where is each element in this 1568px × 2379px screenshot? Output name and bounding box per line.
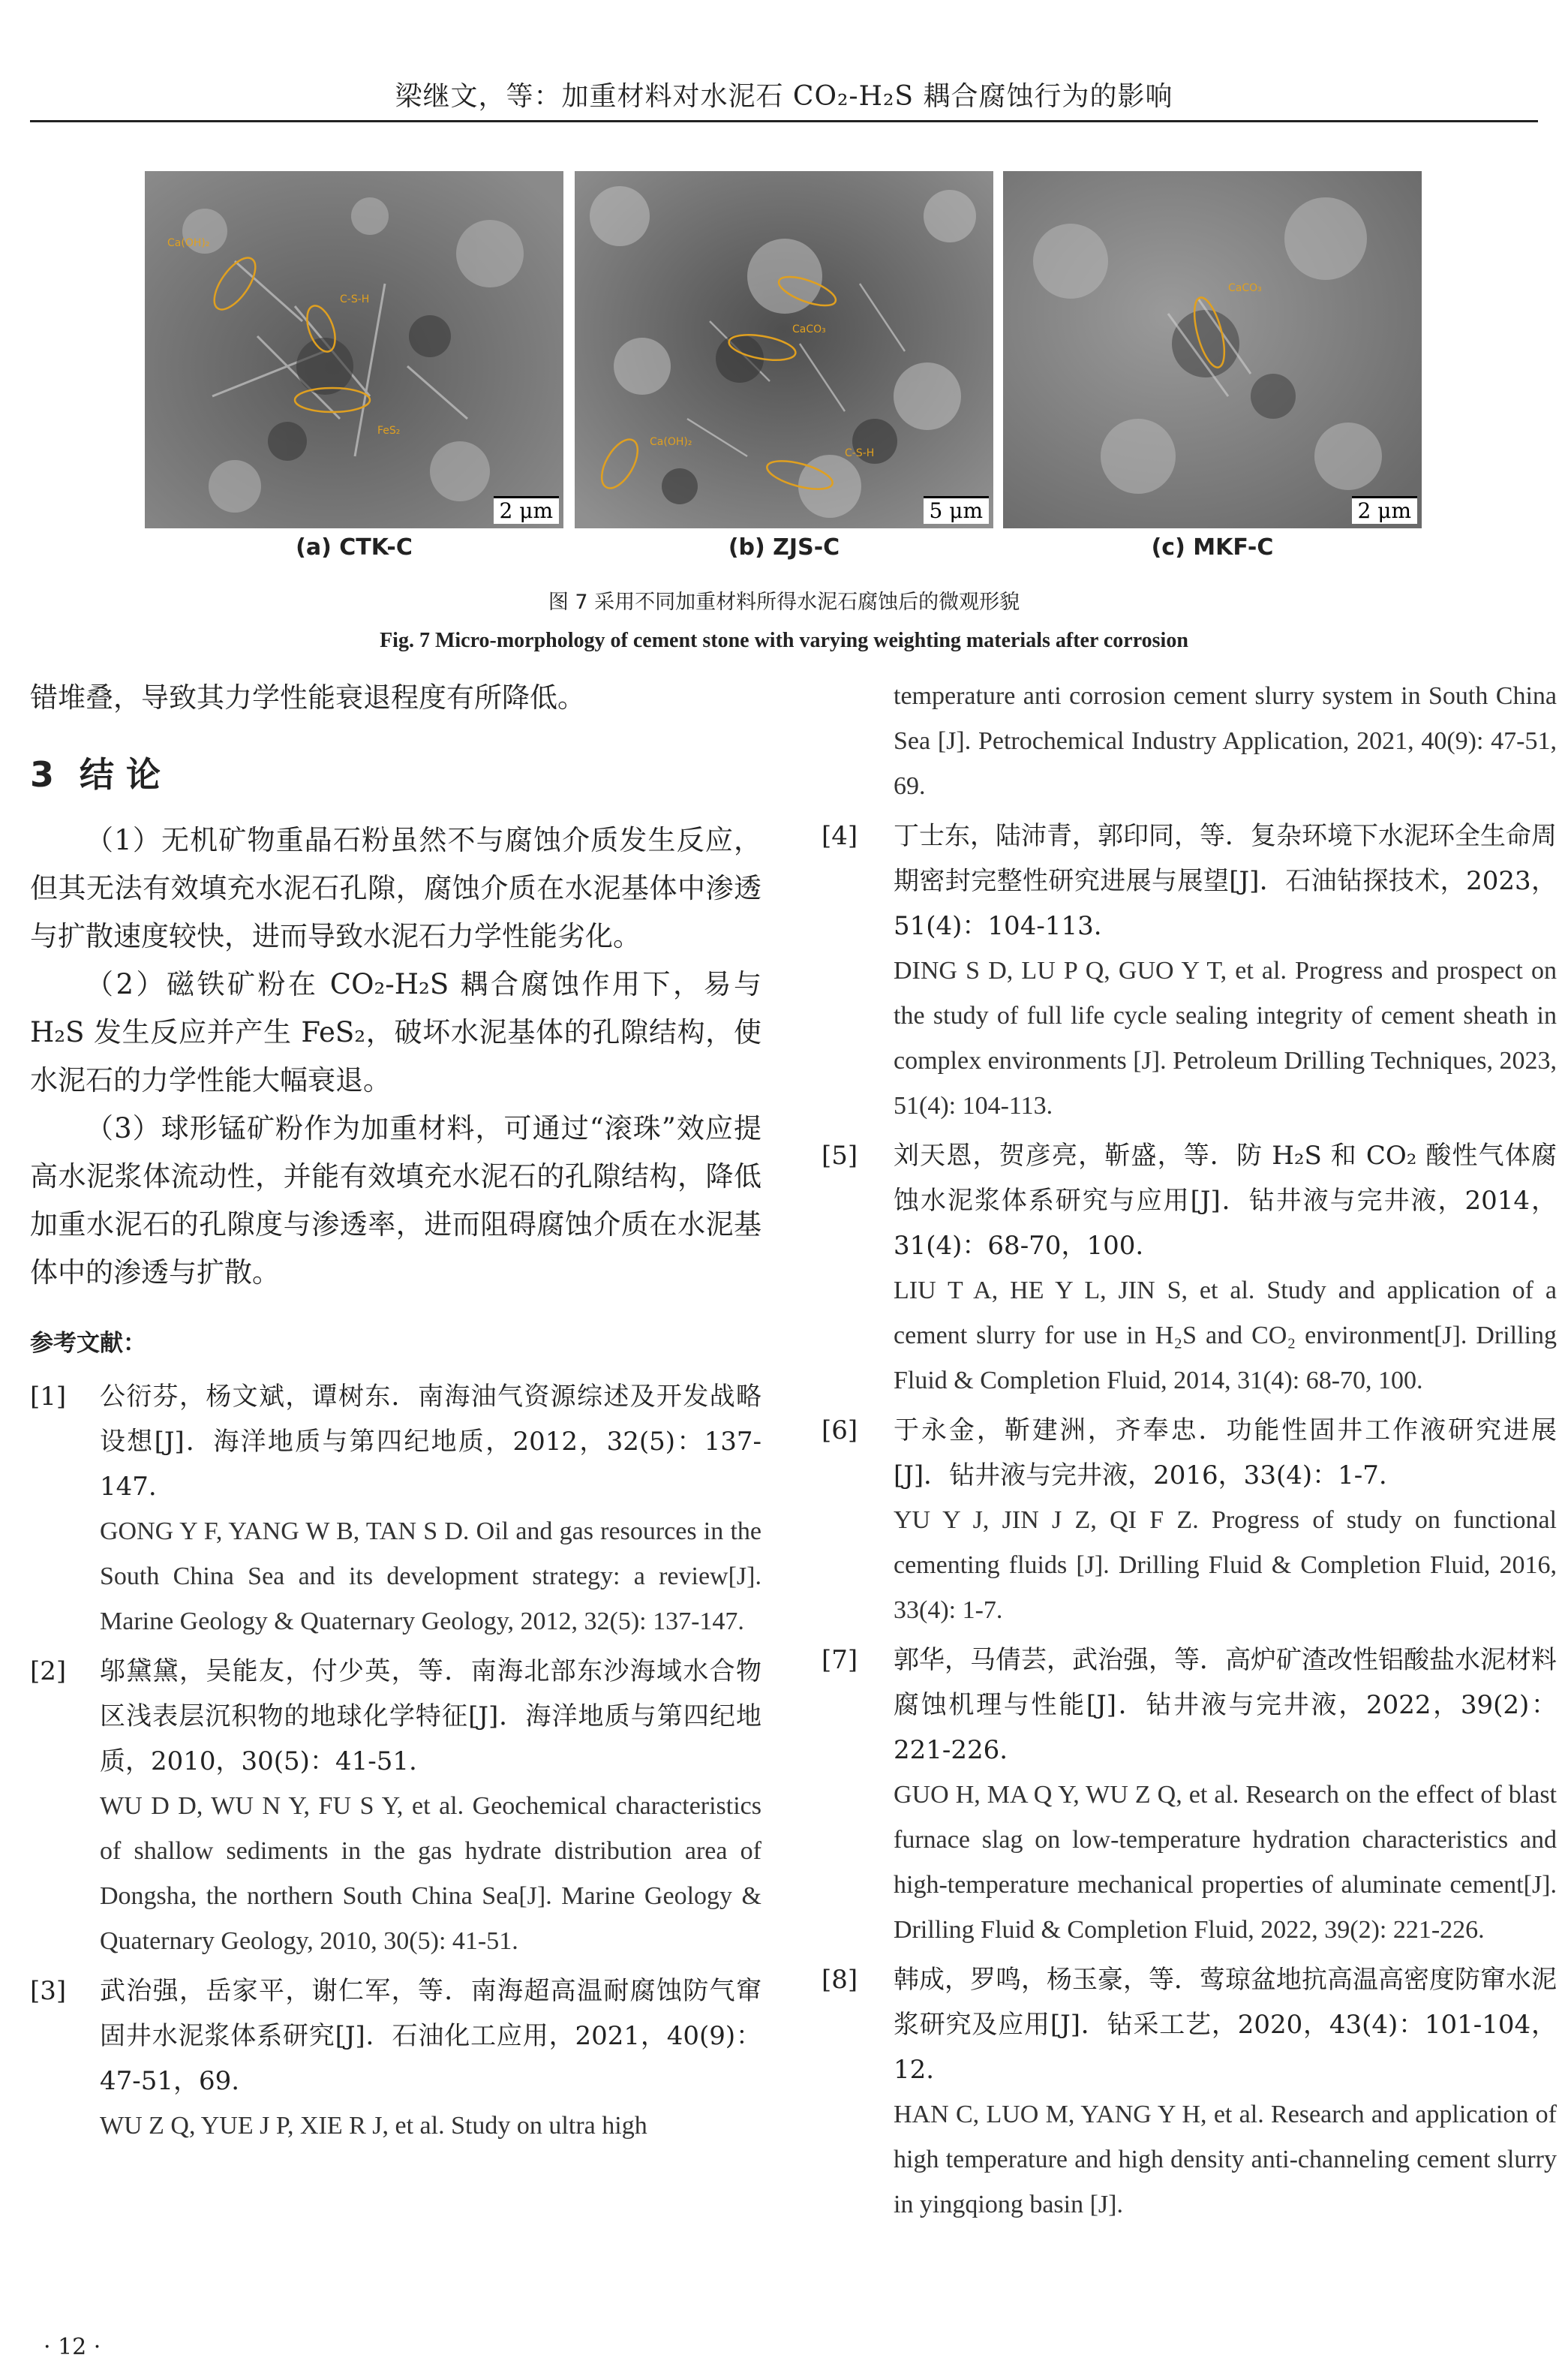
annotation-a-1: Ca(OH)₂ bbox=[167, 237, 210, 249]
reference-en: GUO H, MA Q Y, WU Z Q, et al. Research on the effect of blast furnace slag on low-temperature hydration characteristics and high-temperature mechanical properties of aluminate cement[J]. Drilling Fluid & Completion Fluid, 2022, 39(2): 221-226. bbox=[894, 1781, 1557, 1944]
annotation-b-3: C-S-H bbox=[845, 447, 875, 459]
section-title: 结 论 bbox=[80, 754, 161, 795]
reference-number: [7] bbox=[822, 1645, 858, 1675]
reference-number: [1] bbox=[30, 1382, 67, 1412]
panel-label-a: (a) CTK-C bbox=[296, 534, 413, 561]
annotation-a-2: C-S-H bbox=[340, 293, 370, 305]
reference-cn: 刘天恩，贺彦亮，靳盛，等．防 H₂S 和 CO₂ 酸性气体腐蚀水泥浆体系研究与应用[J]．钻井液与完井液，2014，31(4)：68-70，100. bbox=[894, 1141, 1557, 1261]
reference-number: [8] bbox=[822, 1965, 858, 1995]
reference-cn: 郭华，马倩芸，武治强，等．高炉矿渣改性铝酸盐水泥材料腐蚀机理与性能[J]．钻井液与完井液，2022，39(2)：221-226. bbox=[894, 1645, 1557, 1765]
annotation-a-3: FeS₂ bbox=[377, 425, 401, 437]
reference-number: [6] bbox=[822, 1415, 858, 1445]
reference-en: HAN C, LUO M, YANG Y H, et al. Research and application of high temperature and high density anti-channeling cement slurry in yingqiong basin [J]. bbox=[894, 2101, 1557, 2218]
annotation-b-1: CaCO₃ bbox=[792, 323, 826, 335]
reference-item bbox=[822, 1408, 1557, 1633]
right-column bbox=[822, 674, 1557, 2232]
conclusion-3: （3）球形锰矿粉作为加重材料，可通过“滚珠”效应提高水泥浆体流动性，并能有效填充水泥石的孔隙结构，降低加重水泥石的孔隙度与渗透率，进而阻碍腐蚀介质在水泥基体中的渗透与扩散。 bbox=[30, 1112, 761, 1289]
reference-en: DING S D, LU P Q, GUO Y T, et al. Progress and prospect on the study of full life cycle sealing integrity of cement sheath in complex environments [J]. Petroleum Drilling Techniques, 2023, 51(4): 104-113. bbox=[894, 957, 1557, 1120]
reference-continuation bbox=[822, 674, 1557, 809]
scale-bar-b: 5 μm bbox=[924, 496, 989, 524]
reference-number: [4] bbox=[822, 821, 858, 851]
reference-en: LIU T A, HE Y L, JIN S, et al. Study and application of a cement slurry for use in H₂S and CO₂ environment[J]. Drilling Fluid & Completion Fluid, 2014, 31(4): 68-70, 100. bbox=[894, 1277, 1557, 1394]
reference-en: WU Z Q, YUE J P, XIE R J, et al. Study on ultra high bbox=[100, 2112, 647, 2140]
reference-cn: 韩成，罗鸣，杨玉豪，等．莺琼盆地抗高温高密度防窜水泥浆研究及应用[J]．钻采工艺，2020，43(4)：101-104，12. bbox=[894, 1965, 1557, 2085]
reference-number: [2] bbox=[30, 1656, 67, 1686]
annotation-b-2: Ca(OH)₂ bbox=[650, 436, 692, 448]
scale-bar-c: 2 μm bbox=[1352, 496, 1417, 524]
sem-image-a bbox=[145, 171, 563, 528]
reference-en: YU Y J, JIN J Z, QI F Z. Progress of study on functional cementing fluids [J]. Drilling Fluid & Completion Fluid, 2016, 33(4): 1-7. bbox=[894, 1506, 1557, 1624]
sem-image-c bbox=[1003, 171, 1422, 528]
left-column bbox=[30, 674, 761, 2153]
reference-en: temperature anti corrosion cement slurry system in South China Sea [J]. Petrochemical Industry Application, 2021, 40(9): 47-51, 69. bbox=[894, 682, 1557, 800]
sem-image-b bbox=[575, 171, 993, 528]
reference-item bbox=[822, 1638, 1557, 1953]
references-heading: 参考文献： bbox=[30, 1330, 146, 1357]
scale-bar-a: 2 μm bbox=[494, 496, 559, 524]
annotation-c-1: CaCO₃ bbox=[1228, 282, 1262, 294]
section-number: 3 bbox=[30, 754, 55, 795]
conclusion-1: （1）无机矿物重晶石粉虽然不与腐蚀介质发生反应，但其无法有效填充水泥石孔隙，腐蚀介质在水泥基体中渗透与扩散速度较快，进而导致水泥石力学性能劣化。 bbox=[30, 824, 761, 952]
reference-cn: 公衍芬，杨文斌，谭树东．南海油气资源综述及开发战略设想[J]．海洋地质与第四纪地质，2012，32(5)：137-147. bbox=[100, 1382, 761, 1502]
reference-item bbox=[822, 1957, 1557, 2227]
continuation-text: 错堆叠，导致其力学性能衰退程度有所降低。 bbox=[30, 681, 585, 714]
reference-item bbox=[30, 1968, 761, 2149]
panel-label-c: (c) MKF-C bbox=[1151, 534, 1274, 561]
conclusion-2: （2）磁铁矿粉在 CO₂-H₂S 耦合腐蚀作用下，易与 H₂S 发生反应并产生 FeS₂，破坏水泥基体的孔隙结构，使水泥石的力学性能大幅衰退。 bbox=[30, 968, 761, 1096]
reference-en: WU D D, WU N Y, FU S Y, et al. Geochemical characteristics of shallow sediments in the gas hydrate distribution area of Dongsha, the northern South China Sea[J]. Marine Geology & Quaternary Geology, 2010, 30(5): 41-51. bbox=[100, 1792, 761, 1955]
section-heading bbox=[30, 752, 761, 797]
running-header: 梁继文，等：加重材料对水泥石 CO₂-H₂S 耦合腐蚀行为的影响 bbox=[395, 81, 1173, 112]
reference-number: [3] bbox=[30, 1976, 67, 2006]
reference-item bbox=[30, 1649, 761, 1964]
page-number: · 12 · bbox=[44, 2334, 101, 2360]
reference-cn: 邬黛黛，吴能友，付少英，等．南海北部东沙海域水合物区浅表层沉积物的地球化学特征[J]．海洋地质与第四纪地质，2010，30(5)：41-51. bbox=[100, 1656, 761, 1776]
reference-en: GONG Y F, YANG W B, TAN S D. Oil and gas resources in the South China Sea and its development strategy: a review[J]. Marine Geology & Quaternary Geology, 2012, 32(5): 137-147. bbox=[100, 1517, 761, 1635]
reference-item bbox=[822, 814, 1557, 1129]
reference-cn: 武治强，岳家平，谢仁军，等．南海超高温耐腐蚀防气窜固井水泥浆体系研究[J]．石油化工应用，2021，40(9)：47-51，69. bbox=[100, 1976, 761, 2096]
reference-cn: 丁士东，陆沛青，郭印同，等．复杂环境下水泥环全生命周期密封完整性研究进展与展望[J]．石油钻探技术，2023，51(4)：104-113. bbox=[894, 821, 1557, 941]
figure-caption-cn: 图 7 采用不同加重材料所得水泥石腐蚀后的微观形貌 bbox=[548, 591, 1020, 614]
reference-item bbox=[30, 1374, 761, 1644]
reference-cn: 于永金，靳建洲，齐奉忠．功能性固井工作液研究进展[J]．钻井液与完井液，2016，33(4)：1-7. bbox=[894, 1415, 1557, 1490]
reference-number: [5] bbox=[822, 1141, 858, 1171]
header-rule bbox=[30, 120, 1538, 122]
panel-label-b: (b) ZJS-C bbox=[728, 534, 840, 561]
reference-item bbox=[822, 1133, 1557, 1403]
figure-caption-en: Fig. 7 Micro-morphology of cement stone with varying weighting materials after corrosion bbox=[380, 629, 1188, 652]
